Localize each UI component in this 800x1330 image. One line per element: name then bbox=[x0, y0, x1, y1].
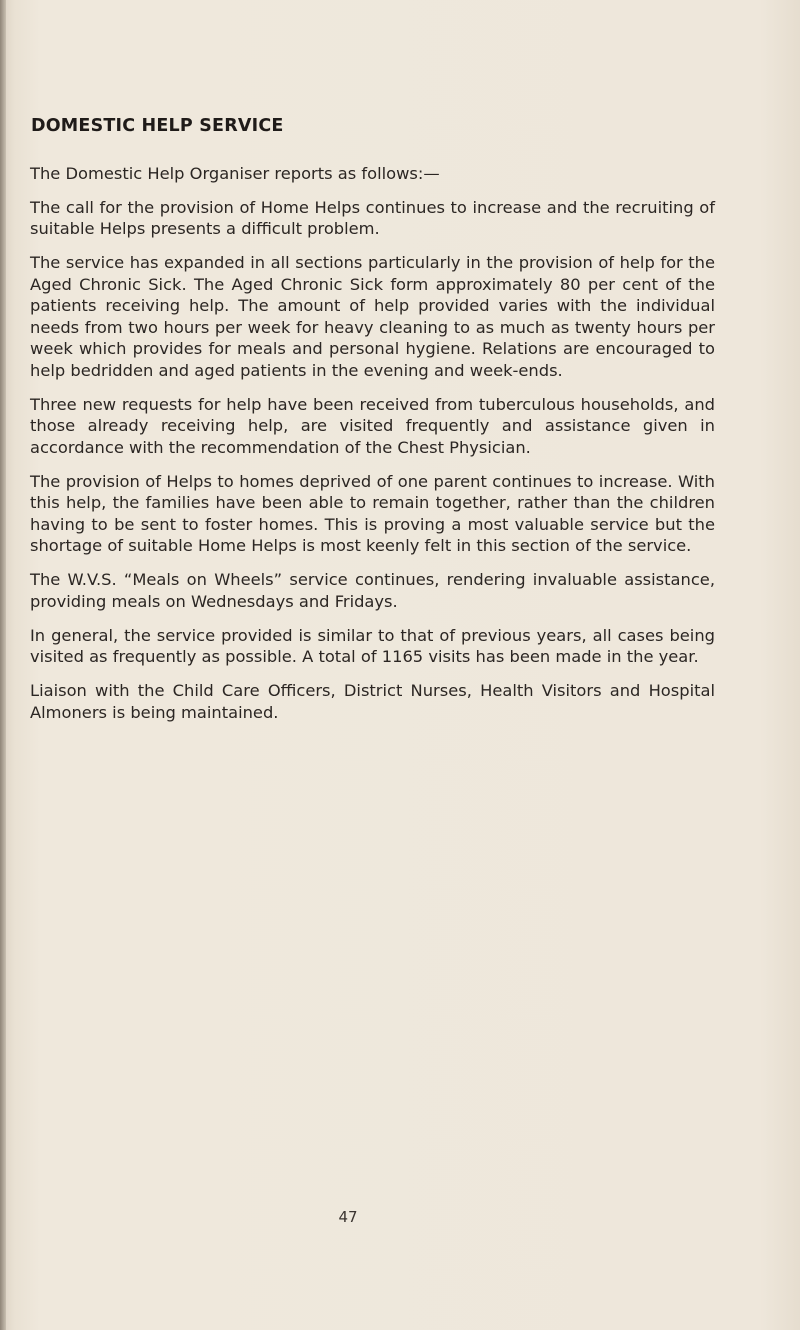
paragraph-liaison: Liaison with the Child Care Officers, District Nurses, Health Visitors and Hospital Almoners is being maintained. bbox=[30, 681, 715, 722]
binding-edge bbox=[0, 0, 6, 1330]
paragraph-intro: The Domestic Help Organiser reports as follows:— bbox=[30, 164, 440, 183]
paragraph-service-expansion: The service has expanded in all sections particularly in the provision of help for the Aged Chronic Sick. The Aged Chronic Sick form approximately 80 per cent of the patients receiving help. The amount of help provided varies with the individual needs from two hours per week for heavy cleaning to as much as twenty hours per week which provides for meals and personal hygiene. Relations are encouraged to help bedridden and aged patients in the evening and week-ends. bbox=[30, 253, 715, 380]
body-text bbox=[30, 163, 715, 736]
paragraph-tuberculous-households: Three new requests for help have been received from tuberculous households, and those already receiving help, are visited frequently and assistance given in accordance with the recommendation of the Chest Physician. bbox=[30, 394, 715, 457]
paragraph-recruiting: The call for the provision of Home Helps continues to increase and the recruiting of suitable Helps presents a difficult problem. bbox=[30, 197, 715, 238]
paragraph-one-parent-homes: The provision of Helps to homes deprived of one parent continues to increase. With this help, the families have been able to remain together, rather than the children having to be sent to foster homes. This is proving a most valuable service but the shortage of suitable Home Helps is most keenly felt in this section of the service. bbox=[30, 471, 715, 555]
section-heading: DOMESTIC HELP SERVICE bbox=[31, 116, 284, 136]
paragraph-meals-on-wheels: The W.V.S. “Meals on Wheels” service continues, rendering invaluable assistance, providing meals on Wednesdays and Fridays. bbox=[30, 570, 715, 611]
paragraph-visits-total: In general, the service provided is similar to that of previous years, all cases being visited as frequently as possible. A total of 1165 visits has been made in the year. bbox=[30, 625, 715, 666]
page-number: 47 bbox=[338, 1208, 358, 1226]
